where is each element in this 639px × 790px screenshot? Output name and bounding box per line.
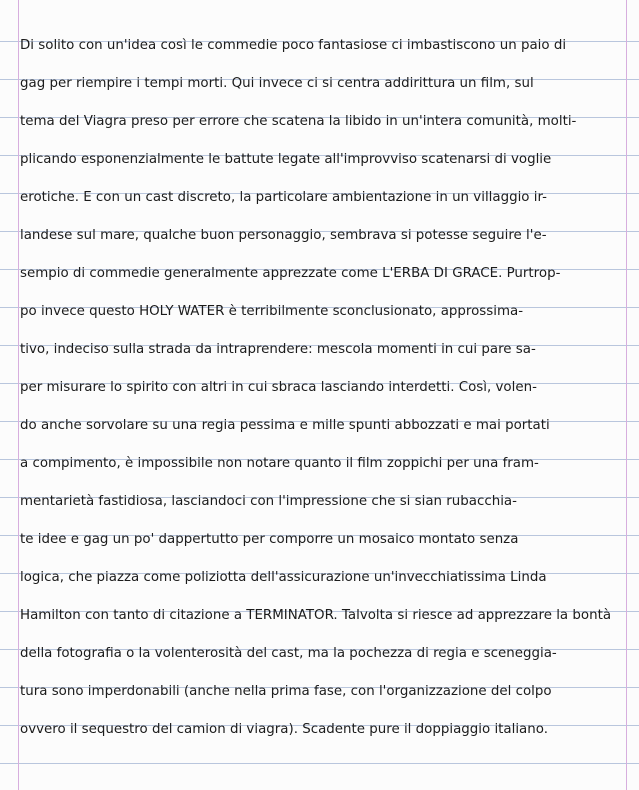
text-line: sempio di commedie generalmente apprezzate come L'ERBA DI GRACE. Purtrop- [20,266,561,281]
text-line: a compimento, è impossibile non notare quanto il film zoppichi per una fram- [20,456,539,471]
text-line: per misurare lo spirito con altri in cui sbraca lasciando interdetti. Così, volen- [20,380,537,395]
text-line: tura sono imperdonabili (anche nella prima fase, con l'organizzazione del colpo [20,684,552,699]
left-margin-rule [18,0,19,790]
text-line: plicando esponenzialmente le battute legate all'improvviso scatenarsi di voglie [20,152,552,167]
text-line: do anche sorvolare su una regia pessima e mille spunti abbozzati e mai portati [20,418,550,433]
text-line: gag per riempire i tempi morti. Qui invece ci si centra addirittura un film, sul [20,76,534,91]
text-line: po invece questo HOLY WATER è terribilmente sconclusionato, approssima- [20,304,524,319]
text-line: della fotografia o la volenterosità del cast, ma la pochezza di regia e sceneggia- [20,646,557,661]
text-line: erotiche. E con un cast discreto, la particolare ambientazione in un villaggio ir- [20,190,547,205]
text-line: ovvero il sequestro del camion di viagra). Scadente pure il doppiaggio italiano. [20,722,548,737]
text-line: landese sul mare, qualche buon personaggio, sembrava si potesse seguire l'e- [20,228,547,243]
text-line: mentarietà fastidiosa, lasciandoci con l'impressione che si sian rubacchia- [20,494,517,509]
right-margin-rule [626,0,627,790]
text-line: Di solito con un'idea così le commedie poco fantasiose ci imbastiscono un paio di [20,38,567,53]
text-line: te idee e gag un po' dappertutto per comporre un mosaico montato senza [20,532,519,547]
text-line: logica, che piazza come poliziotta dell'assicurazione un'invecchiatissima Linda [20,570,547,585]
text-line: tivo, indeciso sulla strada da intraprendere: mescola momenti in cui pare sa- [20,342,536,357]
text-line: tema del Viagra preso per errore che scatena la libido in un'intera comunità, molti- [20,114,577,129]
text-line: Hamilton con tanto di citazione a TERMINATOR. Talvolta si riesce ad apprezzare la bontà [20,608,612,623]
